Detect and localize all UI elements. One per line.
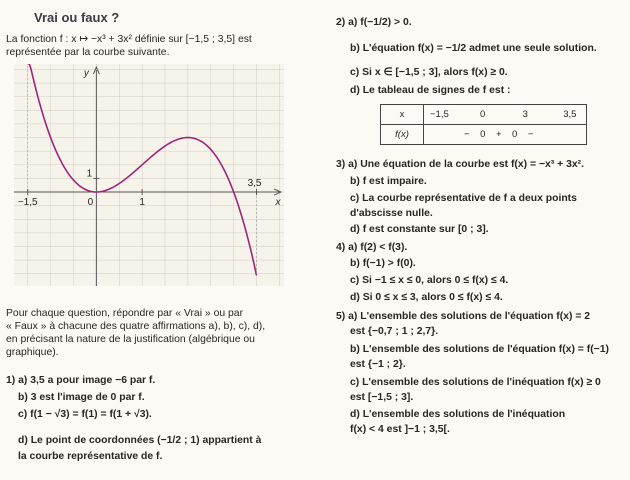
q5-c-line-2: est [−1,5 ; 3]. [350, 392, 414, 403]
sign-table-values [424, 105, 587, 125]
x-value-4: 3,5 [563, 108, 577, 120]
intro-line-2: représentée par la courbe suivante. [6, 47, 170, 58]
q4-a: 4) a) f(2) < f(3). [336, 242, 408, 253]
q5-b-line-2: est {−1 ; 2}. [350, 359, 406, 370]
q1-b: b) 3 est l'image de 0 par f. [18, 392, 145, 403]
y-axis-label: y [83, 68, 89, 79]
q5-a-line-2: est {−0,7 ; 1 ; 2,7}. [350, 326, 439, 337]
y-tick-label-1: 1 [86, 168, 93, 180]
q1-c: c) f(1 − √3) = f(1) = f(1 + √3). [18, 409, 152, 420]
q5-a-line-1: 5) a) L'ensemble des solutions de l'équation f(x) = 2 [336, 311, 591, 322]
sign-table-row-fx [381, 125, 587, 145]
q5-c-line-1: c) L'ensemble des solutions de l'inéquation f(x) ≥ 0 [350, 377, 601, 388]
x-tick-label-3-5: 3,5 [247, 178, 262, 190]
page-title: Vrai ou faux ? [34, 10, 120, 25]
sign-table-signs: − 0 + 0 − [424, 125, 587, 145]
q2-b: b) L'équation f(x) = −1/2 admet une seule solution. [350, 43, 597, 54]
instructions [6, 307, 306, 359]
curve-chart [14, 64, 284, 286]
q3-d: d) f est constante sur [0 ; 3]. [350, 224, 489, 235]
q2-c: c) Si x ∈ [−1,5 ; 3], alors f(x) ≥ 0. [350, 67, 508, 78]
grid-background [14, 64, 284, 286]
q1-d-line-1: d) Le point de coordonnées (−1/2 ; 1) appartient à [18, 435, 262, 446]
instructions-line-2: « Faux » à chacune des quatre affirmations a), b), c), d), [6, 321, 266, 332]
sign-table-row-x [381, 105, 587, 125]
q3-a: 3) a) Une équation de la courbe est f(x) = −x³ + 3x². [336, 159, 585, 170]
x-tick-label-minus-1-5: −1,5 [17, 197, 38, 209]
x-axis-label: x [275, 197, 281, 209]
instructions-line-3: en précisant la nature de la justification (algébrique ou [6, 334, 255, 345]
q4-d: d) Si 0 ≤ x ≤ 3, alors 0 ≤ f(x) ≤ 4. [350, 292, 503, 303]
intro-line-1: La fonction f : x ↦ −x³ + 3x² définie sur [−1,5 ; 3,5] est [6, 34, 252, 45]
q3-b: b) f est impaire. [350, 176, 427, 187]
q1-a: 1) a) 3,5 a pour image −6 par f. [6, 375, 156, 386]
q3-c-line-1: c) La courbe représentative de f a deux points [350, 193, 577, 204]
instructions-line-1: Pour chaque question, répondre par « Vrai » ou par [6, 308, 244, 319]
instructions-line-4: graphique). [6, 347, 59, 358]
x-tick-label-0: 0 [87, 197, 94, 209]
q2-d: d) Le tableau de signes de f est : [350, 85, 511, 96]
q5-d-line-2: f(x) < 4 est ]−1 ; 3,5[. [350, 424, 450, 435]
x-value-1: −1,5 [430, 108, 449, 120]
q3-c-line-2: d'abscisse nulle. [350, 208, 433, 219]
q5-d-line-1: d) L'ensemble des solutions de l'inéquation [350, 409, 566, 420]
sign-table [380, 104, 587, 145]
q2-a: 2) a) f(−1/2) > 0. [336, 17, 412, 28]
q1-d-line-2: la courbe représentative de f. [18, 451, 163, 462]
q5-b-line-1: b) L'ensemble des solutions de l'équation f(x) = f(−1) [350, 344, 609, 355]
q4-c: c) Si −1 ≤ x ≤ 0, alors 0 ≤ f(x) ≤ 4. [350, 275, 509, 286]
x-tick-label-1: 1 [139, 197, 145, 209]
x-value-3: 3 [522, 108, 528, 120]
sign-table-header: x [381, 105, 424, 125]
q4-b: b) f(−1) > f(0). [350, 258, 416, 269]
intro-text [6, 33, 306, 59]
function-graph [14, 64, 284, 286]
x-value-2: 0 [480, 108, 486, 120]
sign-table-fx-label: f(x) [381, 125, 424, 145]
